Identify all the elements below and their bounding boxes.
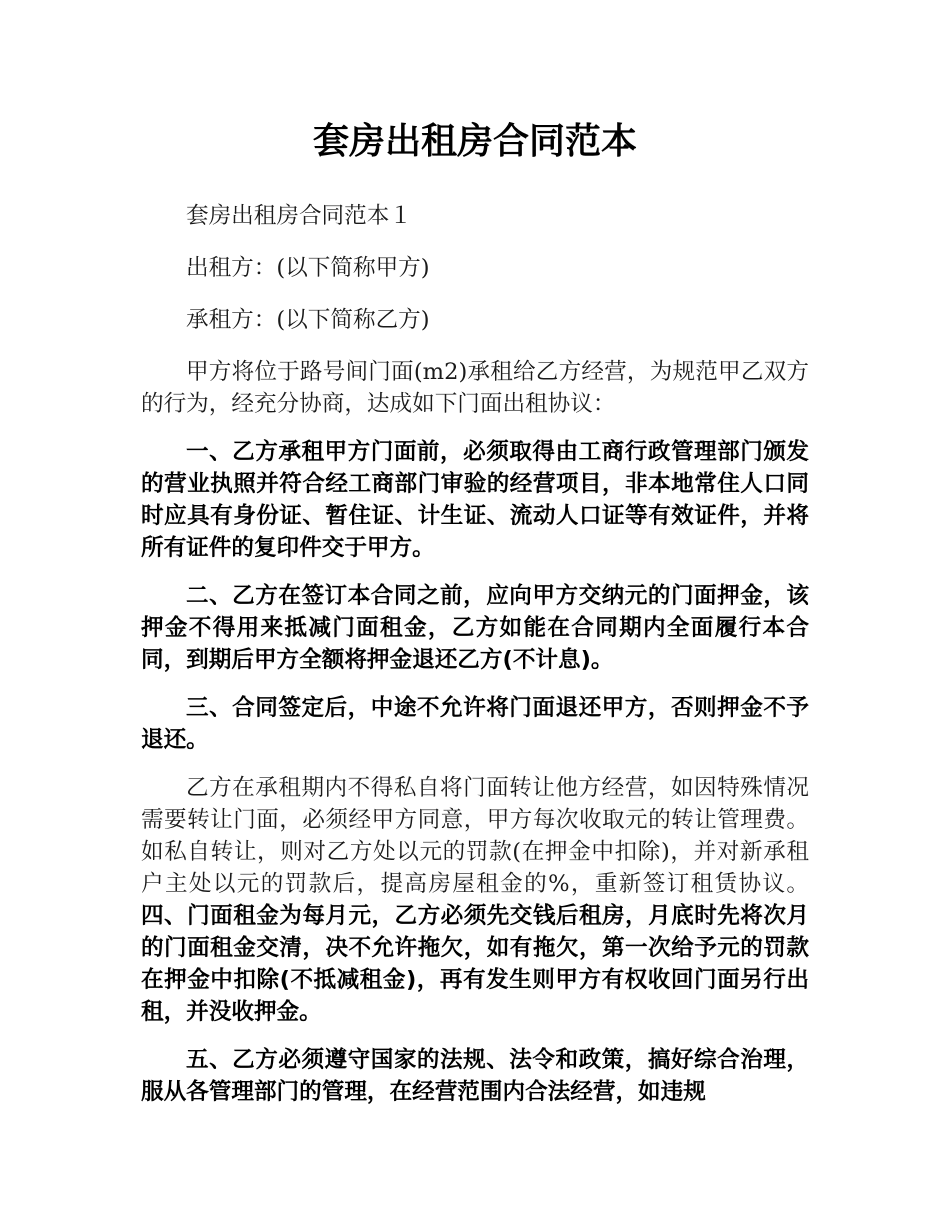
intro-paragraph: 甲方将位于路号间门面(m2)承租给乙方经营，为规范甲乙双方的行为，经充分协商，达成如下门面出租协议： (141, 359, 809, 417)
contract-subtitle: 套房出租房合同范本１ (186, 203, 412, 229)
clause-2: 二、乙方在签订本合同之前，应向甲方交纳元的门面押金，该押金不得用来抵减门面租金，乙方如能在合同期内全面履行本合同，到期后甲方全额将押金退还乙方(不计息)。 (141, 583, 809, 673)
clause-5: 五、乙方必须遵守国家的法规、法令和政策，搞好综合治理，服从各管理部门的管理，在经营范围内合法经营，如违规 (141, 1047, 809, 1105)
transfer-text: 乙方在承租期内不得私自将门面转让他方经营，如因特殊情况需要转让门面，必须经甲方同意，甲方每次收取元的转让管理费。如私自转让，则对乙方处以元的罚款(在押金中扣除)，并对新承租户主处以元的罚款后，提高房屋租金的%，重新签订租赁协议。 (141, 775, 809, 897)
transfer-and-clause-4-paragraph (141, 772, 809, 1028)
clause-4: 四、门面租金为每月元，乙方必须先交钱后租房，月底时先将次月的门面租金交清，决不允许拖欠，如有拖欠，第一次给予元的罚款在押金中扣除(不抵减租金)，再有发生则甲方有权收回门面另行出租，并没收押金。 (141, 903, 809, 1025)
document-title: 套房出租房合同范本 (312, 121, 637, 162)
lessee-line: 承租方：(以下简称乙方) (186, 307, 430, 333)
document-body (141, 200, 809, 1124)
clause-1: 一、乙方承租甲方门面前，必须取得由工商行政管理部门颁发的营业执照并符合经工商部门审验的经营项目，非本地常住人口同时应具有身份证、暂住证、计生证、流动人口证等有效证件，并将所有证件的复印件交于甲方。 (141, 439, 809, 561)
clause-3: 三、合同签定后，中途不允许将门面退还甲方，否则押金不予退还。 (141, 695, 809, 753)
lessor-line: 出租方：(以下简称甲方) (186, 255, 430, 281)
